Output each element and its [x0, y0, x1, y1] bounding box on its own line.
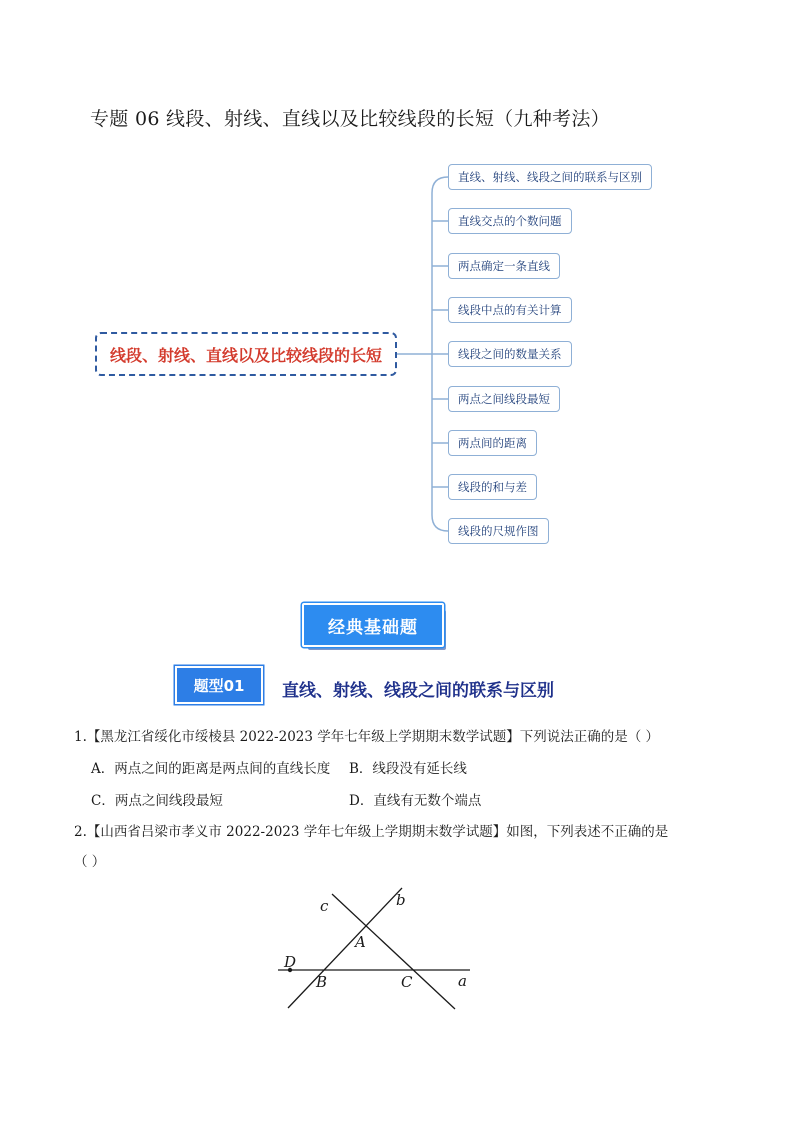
- line-c: [332, 894, 455, 1009]
- label-C: C: [401, 973, 413, 991]
- label-A: A: [355, 933, 366, 951]
- question-number: 1: [74, 729, 83, 745]
- label-b: b: [396, 891, 406, 909]
- label-a: a: [458, 972, 467, 990]
- mindmap-branch: 两点确定一条直线: [448, 253, 560, 279]
- option-d: D．直线有无数个端点: [349, 793, 482, 809]
- geometry-figure: [270, 880, 485, 1019]
- option-a: A．两点之间的距离是两点间的直线长度: [91, 761, 331, 777]
- question-type-tag: 题型01: [175, 666, 263, 704]
- question-source: 【山西省吕梁市孝义市 2022-2023 学年七年级上学期期末数学试题】: [86, 824, 507, 840]
- mindmap-branch: 直线交点的个数问题: [448, 208, 572, 234]
- mindmap-central-node: 线段、射线、直线以及比较线段的长短: [95, 332, 397, 376]
- geometry-figure-svg: [270, 880, 485, 1015]
- question-stem: 如图，下列表述不正确的是: [506, 824, 669, 840]
- mindmap-branch: 线段的和与差: [448, 474, 537, 500]
- question-2-answer-blank: （ ）: [74, 854, 106, 870]
- question-type-title: 直线、射线、线段之间的联系与区别: [282, 681, 554, 701]
- mindmap-branch: 线段之间的数量关系: [448, 341, 572, 367]
- option-c: C．两点之间线段最短: [91, 793, 223, 809]
- question-1: 1.【黑龙江省绥化市绥棱县 2022-2023 学年七年级上学期期末数学试题】下列说法正确的是（ ）: [74, 729, 660, 745]
- option-b: B．线段没有延长线: [349, 761, 467, 777]
- mindmap-branch: 两点之间线段最短: [448, 386, 560, 412]
- mindmap-branch: 线段的尺规作图: [448, 518, 549, 544]
- question-number: 2: [74, 824, 83, 840]
- label-B: B: [316, 973, 328, 991]
- mindmap-branch: 线段中点的有关计算: [448, 297, 572, 323]
- label-c: c: [320, 897, 329, 915]
- question-stem: 下列说法正确的是（ ）: [519, 729, 660, 745]
- document-title: 专题 06 线段、射线、直线以及比较线段的长短（九种考法）: [90, 108, 610, 130]
- question-source: 【黑龙江省绥化市绥棱县 2022-2023 学年七年级上学期期末数学试题】: [86, 729, 520, 745]
- section-banner: 经典基础题: [302, 603, 444, 647]
- mindmap-branch: 直线、射线、线段之间的联系与区别: [448, 164, 652, 190]
- question-2: 2.【山西省吕梁市孝义市 2022-2023 学年七年级上学期期末数学试题】如图，下列表述不正确的是: [74, 824, 669, 840]
- label-D: D: [284, 953, 297, 971]
- mindmap-branch: 两点间的距离: [448, 430, 537, 456]
